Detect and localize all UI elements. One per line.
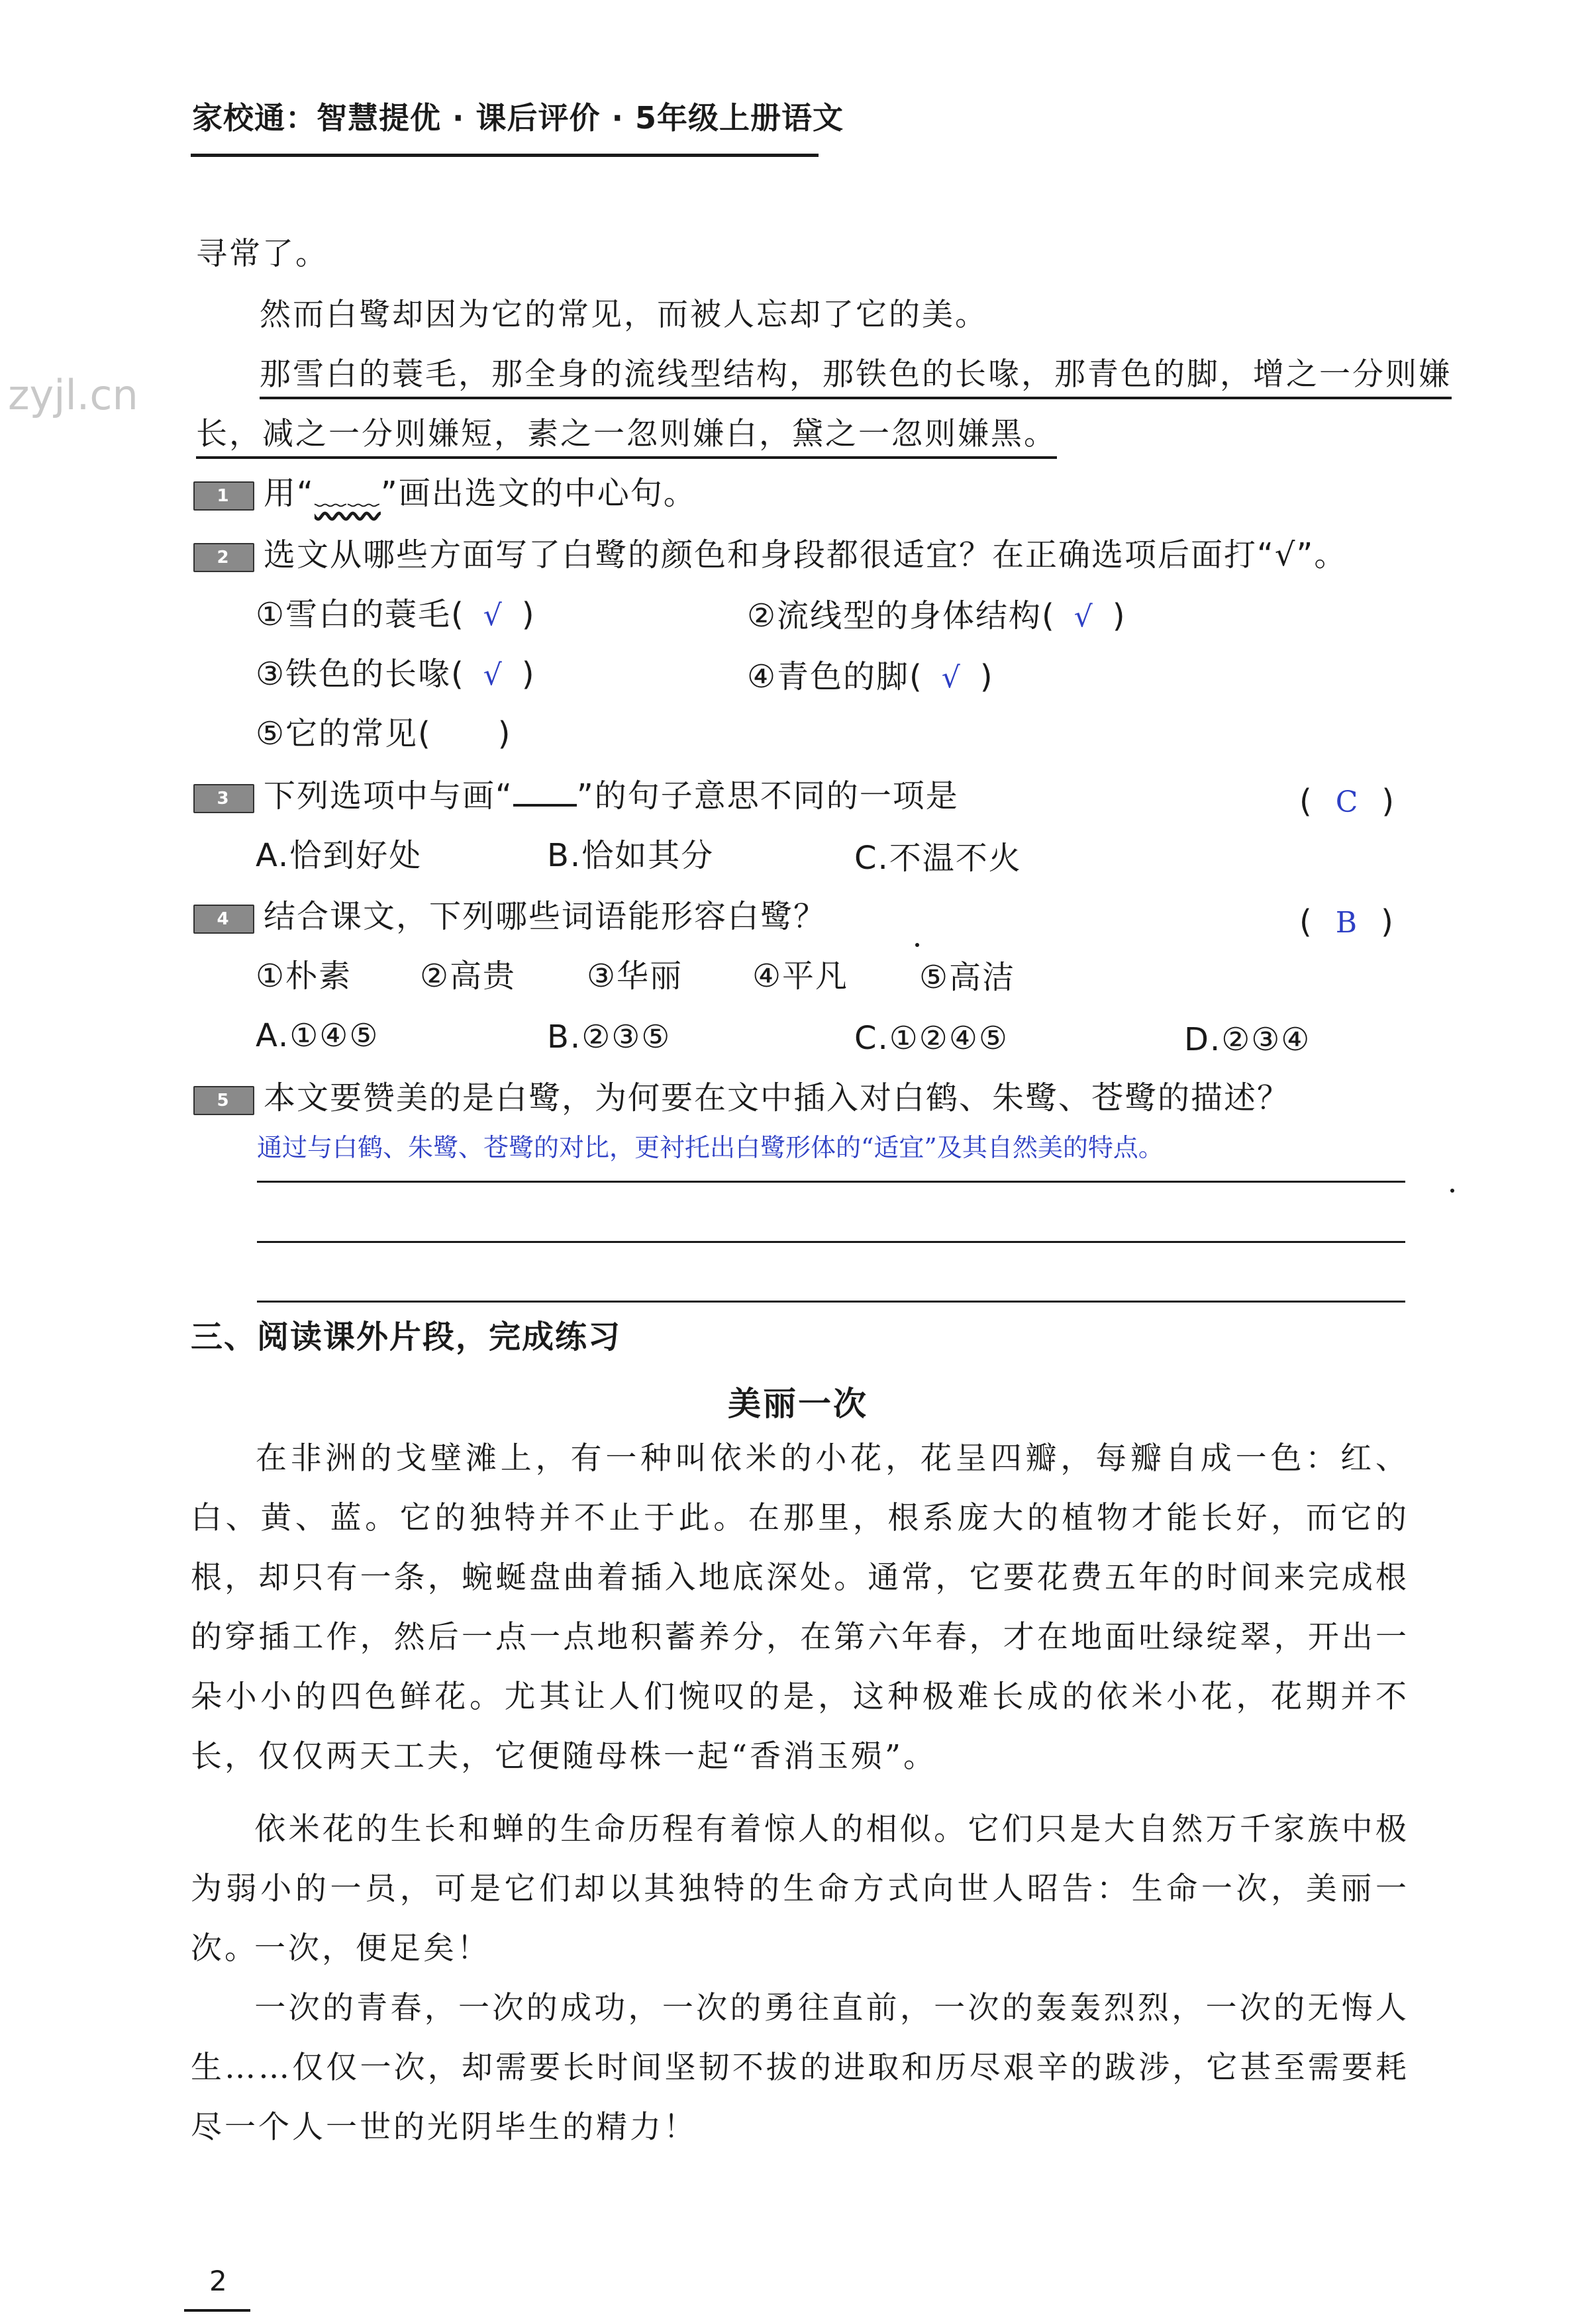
q4-word-4: ④平凡: [752, 958, 849, 995]
article-paragraph-1: 在非洲的戈壁滩上，有一种叫依米的小花，花呈四瓣，每瓣自成一色：红、白、黄、蓝。它的独特并不止于此。在那里，根系庞大的植物才能长好，而它的根，却只有一条，蜿蜒盘曲着插入地底深处。通常，它要花费五年的时间来完成根的穿插工作，然后一点一点地积蓄养分，在第六年春，才在地面吐绿绽翠，开出一朵小小的四色鲜花。尤其让人们惋叹的是，这种极难长成的依米小花，花期并不长，仅仅两天工夫，它便随母株一起“香消玉殒”。: [191, 1440, 1409, 1775]
q5-answer-text: 通过与白鹤、朱鹭、苍鹭的对比，更衬托出白鹭形体的“适宜”及其自然美的特点。: [257, 1133, 1164, 1162]
question-3: 3 下列选项中与画“ ”的句子意思不同的一项是: [193, 776, 959, 816]
q3-choice-a: A.恰到好处: [256, 837, 423, 874]
question-1: 1 用“﹏﹏”画出选文的中心句。: [193, 473, 697, 514]
q3-answer-box: ( C ): [1299, 783, 1396, 820]
answer-check: √: [483, 599, 503, 632]
stray-dot: [1450, 1189, 1454, 1193]
underlined-text: 那雪白的蓑毛，那全身的流线型结构，那铁色的长喙，那青色的脚，增之一分则嫌: [260, 356, 1452, 399]
answer-check: √: [483, 658, 503, 692]
q4-answer-box: ( B ): [1299, 903, 1395, 940]
q3-choice-b: B.恰如其分: [547, 837, 715, 874]
watermark: zyjl.cn: [8, 371, 138, 419]
q4-word-2: ②高贵: [420, 958, 517, 995]
answer-letter: C: [1335, 785, 1360, 819]
q4-word-3: ③华丽: [587, 958, 683, 995]
article-paragraph-2: 依米花的生长和蝉的生命历程有着惊人的相似。它们只是大自然万千家族中极为弱小的一员，可是它们却以其独特的生命方式向世人昭告：生命一次，美丽一次。: [191, 1811, 1409, 1967]
answer-line-1: [257, 1181, 1405, 1183]
passage-line-1: 寻常了。: [196, 236, 328, 272]
question-number: 2: [193, 543, 254, 572]
article-paragraph-3: 一次，便足矣！: [254, 1930, 491, 1967]
answer-line-3: [257, 1301, 1405, 1303]
page-number-rule: [184, 2309, 250, 2312]
question-2: 2 选文从哪些方面写了白鹭的颜色和身段都很适宜？在正确选项后面打“√”。: [193, 535, 1347, 575]
question-number: 4: [193, 905, 254, 934]
q4-choice-b: B.②③⑤: [547, 1018, 672, 1056]
q2-option-3: ③铁色的长喙( √ ): [256, 656, 536, 693]
page-number: 2: [209, 2265, 227, 2297]
underlined-text: 长，减之一分则嫌短，素之一忽则嫌白，黛之一忽则嫌黑。: [196, 416, 1057, 459]
q4-choice-d: D.②③④: [1184, 1021, 1311, 1058]
answer-line-2: [257, 1241, 1405, 1243]
header-rule: [191, 154, 819, 157]
q3-choice-c: C.不温不火: [854, 840, 1022, 877]
wavy-line-mark: ﹏﹏: [314, 475, 381, 512]
answer-check: √: [941, 661, 962, 695]
section-title: 三、阅读课外片段，完成练习: [191, 1318, 622, 1356]
passage-line-2: 然而白鹭却因为它的常见，而被人忘却了它的美。: [260, 297, 988, 333]
header-title: 家校通：智慧提优 · 课后评价 · 5年级上册语文: [192, 100, 844, 136]
stray-dot: [915, 943, 919, 947]
q4-word-5: ⑤高洁: [919, 959, 1016, 996]
question-4: 4 结合课文，下列哪些词语能形容白鹭？: [193, 897, 826, 937]
q4-choice-c: C.①②④⑤: [854, 1020, 1009, 1057]
underline-mark: [513, 779, 577, 807]
article-title: 美丽一次: [728, 1385, 868, 1423]
article-paragraph-4: 一次的青春，一次的成功，一次的勇往直前，一次的轰轰烈烈，一次的无悔人生……仅仅一次，却需要长时间坚韧不拔的进取和历尽艰辛的跋涉，它甚至需要耗尽一个人一世的光阴毕生的精力！: [191, 1990, 1409, 2146]
answer-check: √: [1073, 600, 1094, 634]
question-5: 5 本文要赞美的是白鹭，为何要在文中插入对白鹤、朱鹭、苍鹭的描述？: [193, 1078, 1290, 1118]
passage-line-4: [196, 415, 1057, 454]
q2-option-5: ⑤它的常见( ): [256, 715, 512, 752]
question-number: 1: [193, 481, 254, 511]
question-number: 5: [193, 1086, 254, 1115]
q4-word-1: ①朴素: [256, 958, 352, 995]
q2-option-4: ④青色的脚( √ ): [747, 658, 994, 695]
q2-option-1: ①雪白的蓑毛( √ ): [256, 596, 536, 633]
answer-letter: B: [1335, 906, 1359, 940]
q2-option-2: ②流线型的身体结构( √ ): [747, 597, 1126, 634]
q4-choice-a: A.①④⑤: [256, 1017, 379, 1054]
question-number: 3: [193, 784, 254, 813]
passage-line-3: [260, 355, 1452, 395]
